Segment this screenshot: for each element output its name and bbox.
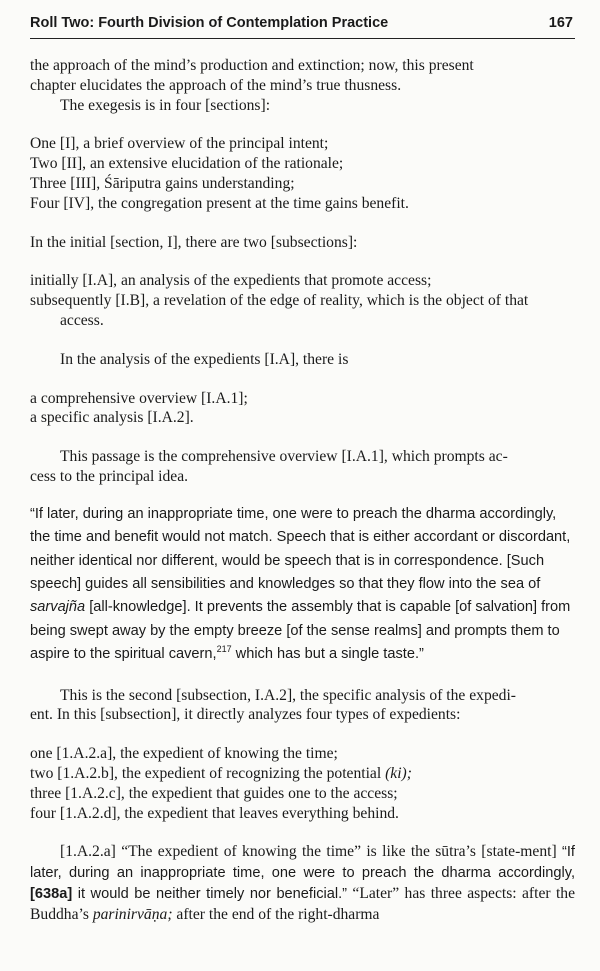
body-line: This passage is the comprehensive overview [I.A.1], which prompts ac- (60, 448, 508, 466)
body-line: ent. In this [subsection], it directly analyzes four types of expedients: (30, 706, 461, 724)
list-item: Four [IV], the congregation present at the time gains benefit. (30, 194, 409, 212)
body-line: The exegesis is in four [sections]: (60, 96, 271, 114)
body-paragraph: In the analysis of the expedients [I.A], there is (60, 350, 349, 368)
page-body (30, 56, 575, 925)
list-item: Two [II], an extensive elucidation of the rationale; (30, 155, 344, 173)
list-item: two [1.A.2.b], the expedient of recognizing the potential (ki); (30, 764, 412, 782)
running-title: Roll Two: Fourth Division of Contemplation Practice (30, 15, 389, 31)
quote-text: [all-knowledge]. It prevents the assembly that is capable [of salvation] from being swept away by the empty breeze [of the sense realms] and prompts them to aspire to the spiritual cavern, (30, 599, 571, 663)
list-item: four [1.A.2.d], the expedient that leaves everything behind. (30, 804, 399, 822)
body-line: chapter elucidates the approach of the mind’s true thusness. (30, 76, 402, 94)
taisho-page-ref: [638a] (30, 885, 73, 902)
footnote-marker[interactable]: 217 (216, 644, 232, 655)
running-header (30, 12, 575, 39)
sutra-quote: “If later, during an inappropriate time, one were to preach the dharma accordingly, (30, 844, 575, 882)
block-quote (30, 503, 575, 667)
body-line: cess to the principal idea. (30, 467, 189, 485)
list-item: a comprehensive overview [I.A.1]; (30, 389, 248, 407)
list-item: initially [I.A], an analysis of the expedients that promote access; (30, 272, 432, 290)
body-line: This is the second [subsection, I.A.2], the specific analysis of the expedi- (60, 686, 516, 704)
quote-text: which has but a single taste.” (231, 646, 424, 663)
body-paragraph: [1.A.2.a] “The expedient of knowing the time” is like the sūtra’s [state-ment] “If later, during an inappropriate time, one were to preach the dharma accordingly, [638a] it would be neither timely nor beneficial.” “Later” has three aspects: after the Buddha’s parinirvāṇa; after the end of the right-dharma (30, 843, 575, 923)
term-parinirvana: parinirvāṇa; (92, 905, 173, 923)
list-item: Three [III], Śāriputra gains understanding; (30, 174, 295, 192)
page-number: 167 (548, 15, 573, 31)
term-ki: (ki); (385, 764, 412, 782)
sutra-quote: it would be neither timely nor beneficial.” (72, 885, 348, 902)
list-item: one [1.A.2.a], the expedient of knowing the time; (30, 745, 338, 763)
body-paragraph: In the initial [section, I], there are two [subsections]: (30, 233, 358, 251)
list-item: subsequently [I.B], a revelation of the edge of reality, which is the object of that access. (30, 292, 529, 329)
list-item: a specific analysis [I.A.2]. (30, 409, 194, 427)
list-item: three [1.A.2.c], the expedient that guides one to the access; (30, 784, 398, 802)
quote-term: sarvajña (30, 599, 86, 616)
quote-text: “If later, during an inappropriate time, one were to preach the dharma accordingly, the time and benefit would not match. Speech that is either accordant or discordant, neither identical nor different, would be speech that is in correspondence. [Such speech] guides all sensibilities and knowledges so that they flow into the sea of (30, 505, 571, 592)
list-item: One [I], a brief overview of the principal intent; (30, 135, 329, 153)
body-line: the approach of the mind’s production and extinction; now, this present (30, 57, 474, 74)
